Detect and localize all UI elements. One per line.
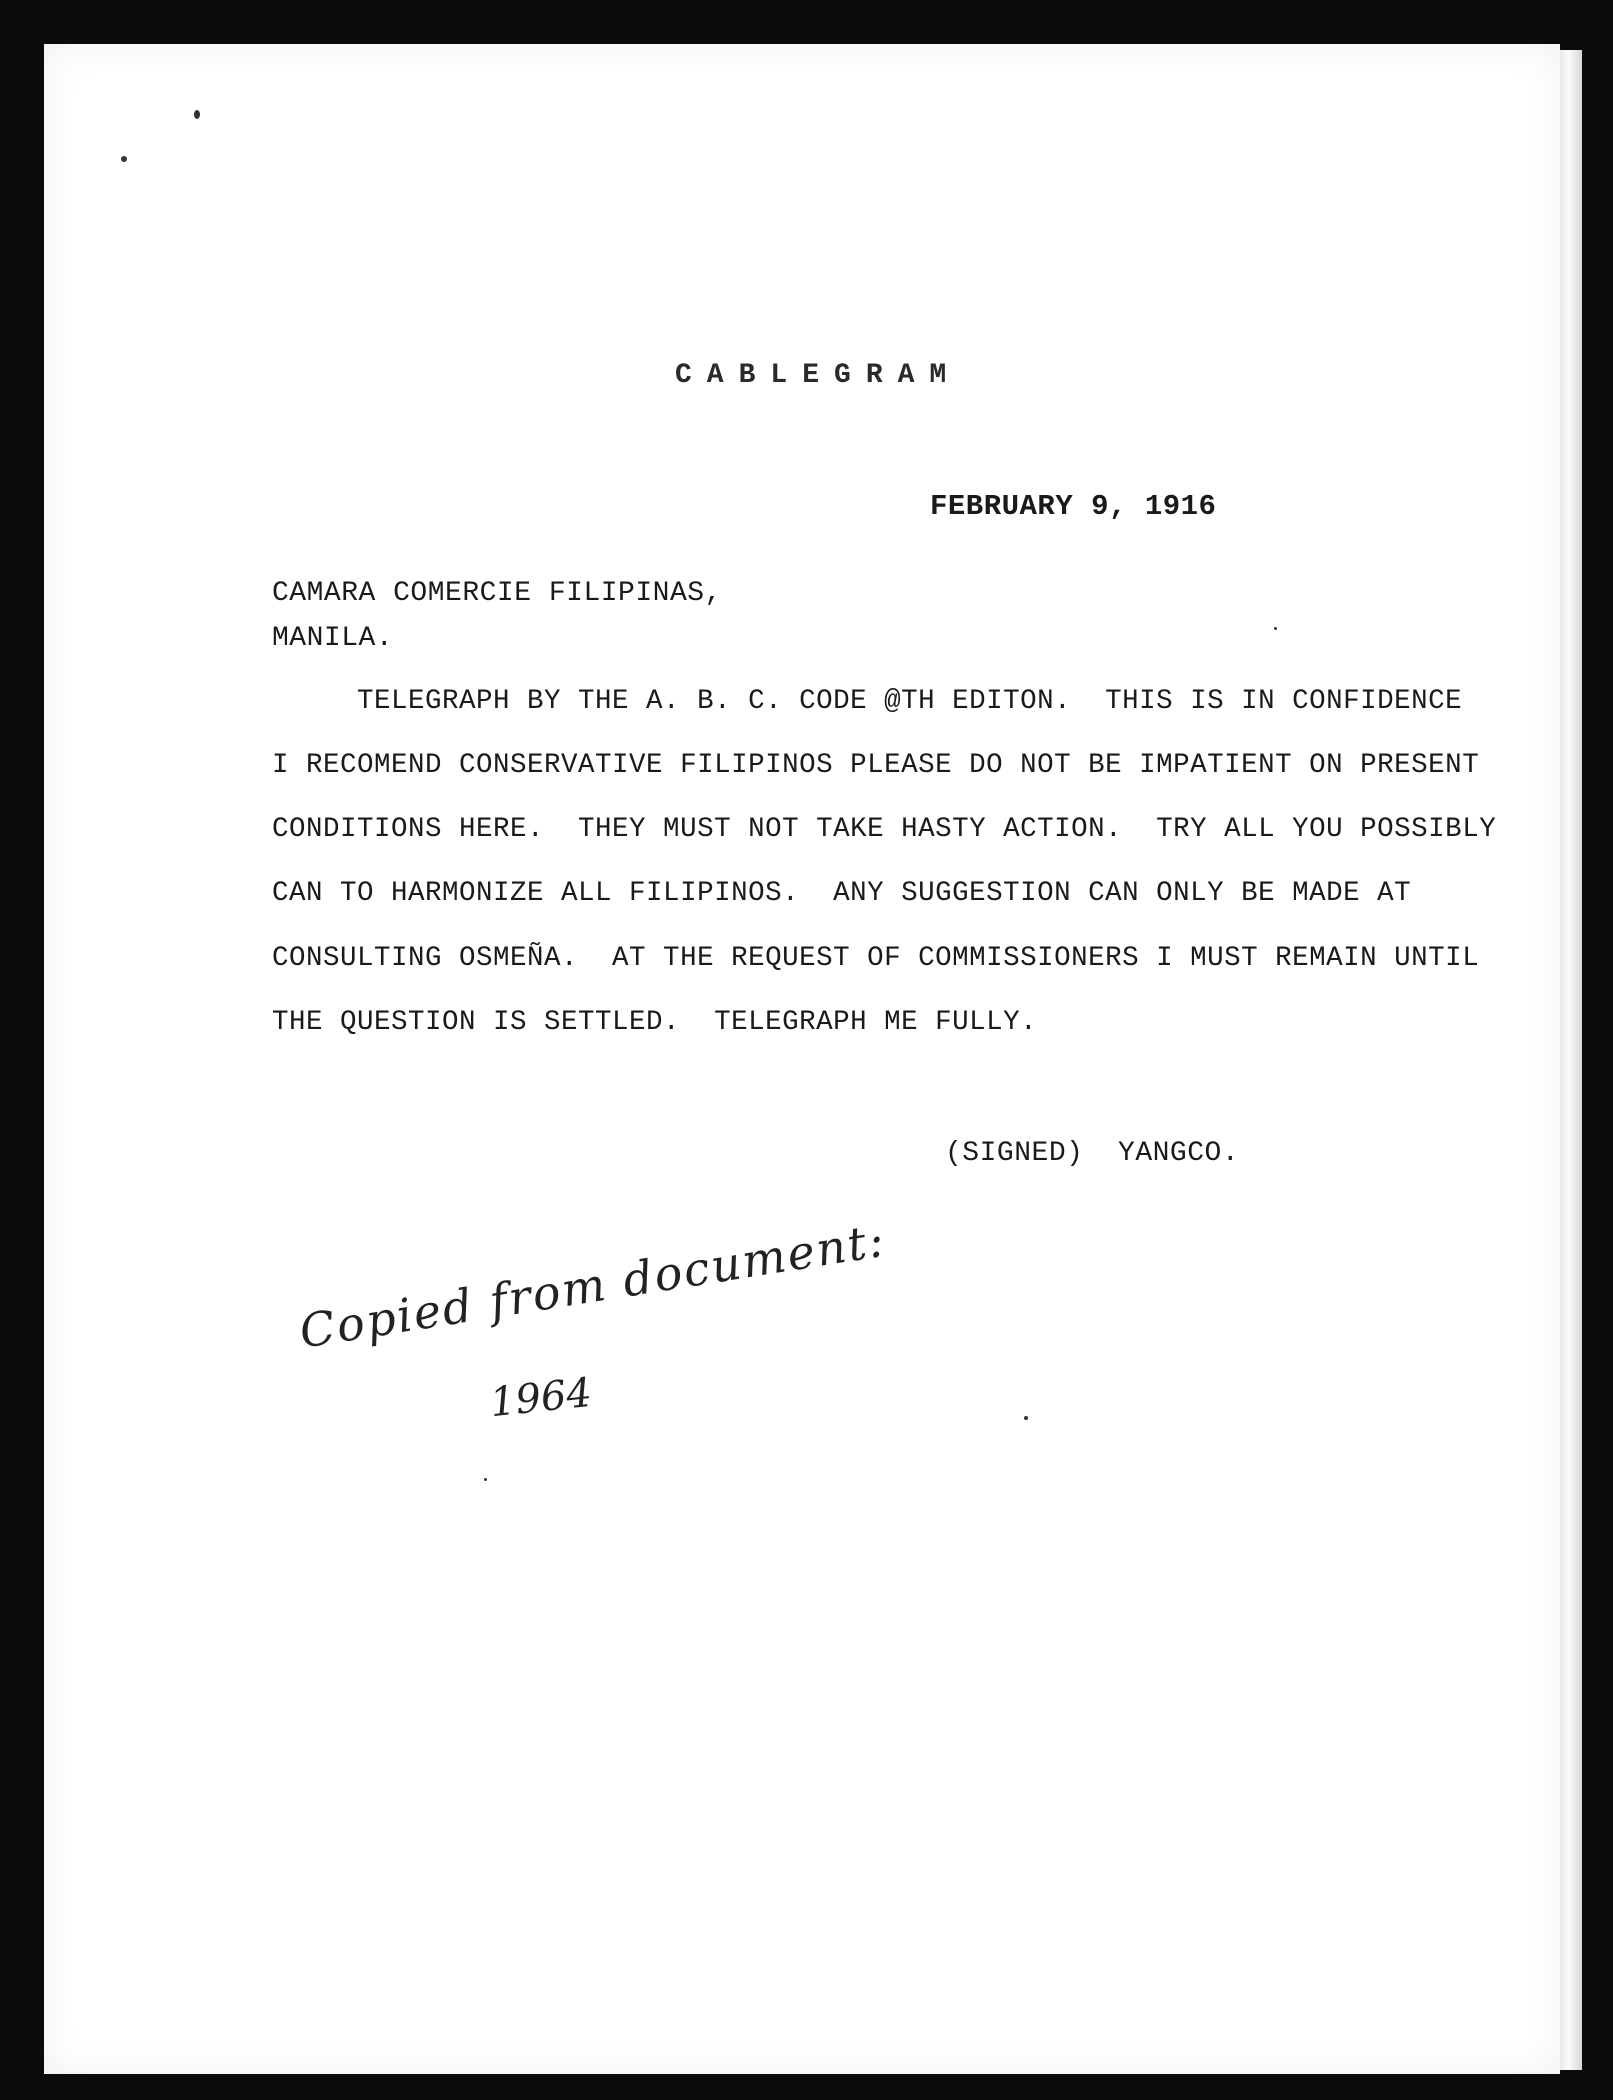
body-line-3: CONDITIONS HERE. THEY MUST NOT TAKE HASTY ACTION. TRY ALL YOU POSSIBLY [272, 814, 1497, 845]
ink-speck [484, 1478, 487, 1481]
document-page [44, 44, 1560, 2074]
body-line-2: I RECOMEND CONSERVATIVE FILIPINOS PLEASE DO NOT BE IMPATIENT ON PRESENT [272, 750, 1480, 781]
ink-speck [1024, 1416, 1028, 1420]
signature-line: (SIGNED) YANGCO. [945, 1138, 1240, 1169]
document-title: CABLEGRAM [675, 360, 962, 391]
addressee-line-1: CAMARA COMERCIE FILIPINAS, [272, 578, 722, 609]
body-line-4: CAN TO HARMONIZE ALL FILIPINOS. ANY SUGGESTION CAN ONLY BE MADE AT [272, 878, 1412, 909]
ink-speck [121, 156, 127, 162]
handwritten-note-year: 1964 [487, 1369, 594, 1427]
body-line-5: CONSULTING OSMEÑA. AT THE REQUEST OF COMMISSIONERS I MUST REMAIN UNTIL [272, 943, 1480, 974]
paper-edge [1560, 50, 1582, 2070]
ink-speck [194, 110, 200, 119]
addressee-line-2: MANILA. [272, 623, 394, 654]
body-line-1: TELEGRAPH BY THE A. B. C. CODE @TH EDITON. THIS IS IN CONFIDENCE [272, 686, 1463, 717]
handwritten-note-line-1: Copied from document: [295, 1212, 890, 1359]
ink-speck [1274, 627, 1277, 630]
document-date: FEBRUARY 9, 1916 [930, 490, 1217, 523]
body-line-6: THE QUESTION IS SETTLED. TELEGRAPH ME FULLY. [272, 1007, 1038, 1038]
